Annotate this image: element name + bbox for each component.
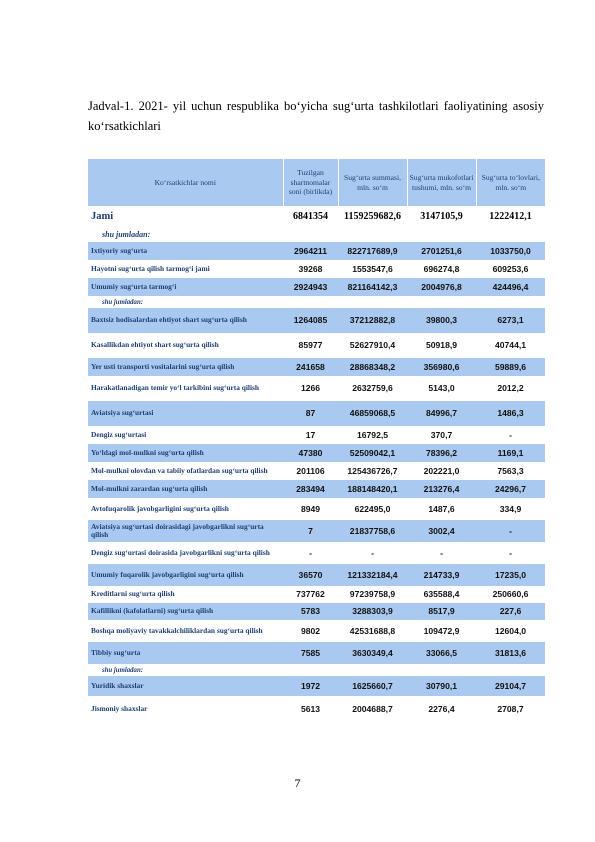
page-number: 7 (294, 776, 301, 790)
insured-sum-cell: 3630349,4 (338, 642, 407, 664)
payments-cell (476, 664, 545, 676)
table-row (88, 376, 545, 401)
contracts-count-cell: - (283, 542, 338, 564)
table-row (88, 520, 545, 542)
indicator-name-cell: Baxtsiz hodisalardan ehtiyot shart sug‘urta qilish (88, 308, 283, 333)
table-row (88, 228, 545, 242)
premiums-cell: 30790,1 (407, 676, 476, 696)
contracts-count-cell (283, 664, 338, 676)
insured-sum-cell: 1159259682,6 (338, 206, 407, 228)
insured-sum-cell: 2632759,6 (338, 376, 407, 401)
insured-sum-cell: 2004688,7 (338, 696, 407, 722)
indicator-name-cell: Aviatsiya sug‘urtasi doirasidagi javobgarlikni sug‘urta qilish (88, 520, 283, 542)
premiums-cell: 214733,9 (407, 564, 476, 586)
header-payments: Sug‘urta to‘lovlari, mln. so‘m (476, 159, 545, 206)
premiums-cell: 2701251,6 (407, 242, 476, 260)
insured-sum-cell: 188148420,1 (338, 480, 407, 498)
payments-cell (476, 296, 545, 308)
payments-cell: 17235,0 (476, 564, 545, 586)
insured-sum-cell: 822717689,9 (338, 242, 407, 260)
table-row (88, 498, 545, 520)
table-row (88, 542, 545, 564)
contracts-count-cell: 2924943 (283, 278, 338, 296)
table-row (88, 586, 545, 603)
premiums-cell: 1487,6 (407, 498, 476, 520)
insured-sum-cell: 97239758,9 (338, 586, 407, 603)
premiums-cell: 202221,0 (407, 462, 476, 480)
premiums-cell: - (407, 542, 476, 564)
insured-sum-cell: 52509042,1 (338, 444, 407, 462)
indicator-name-cell: Jismoniy shaxslar (88, 696, 283, 722)
contracts-count-cell: 87 (283, 401, 338, 426)
payments-cell: 1222412,1 (476, 206, 545, 228)
premiums-cell: 3002,4 (407, 520, 476, 542)
insured-sum-cell (338, 228, 407, 242)
indicator-name-cell: Avtofuqarolik javobgarligini sug‘urta qilish (88, 498, 283, 520)
payments-cell: 1033750,0 (476, 242, 545, 260)
table-row (88, 462, 545, 480)
table-row (88, 260, 545, 278)
indicator-name-cell: Harakatlanadigan temir yo‘l tarkibini sug‘urta qilish (88, 376, 283, 401)
table-row (88, 308, 545, 333)
table-row (88, 278, 545, 296)
contracts-count-cell: 1264085 (283, 308, 338, 333)
indicator-name-cell: Dengiz sug‘urtasi (88, 426, 283, 444)
premiums-cell: 8517,9 (407, 603, 476, 620)
indicator-name-cell: shu jumladan: (88, 664, 283, 676)
table-row (88, 401, 545, 426)
indicator-name-cell: Mol-mulkni zarardan sug‘urta qilish (88, 480, 283, 498)
insured-sum-cell: 16792,5 (338, 426, 407, 444)
indicator-name-cell: Hayotni sug‘urta qilish tarmog‘i jami (88, 260, 283, 278)
table-row (88, 620, 545, 642)
payments-cell: 59889,6 (476, 358, 545, 376)
indicator-name-cell: Kasallikdan ehtiyot shart sug‘urta qilish (88, 333, 283, 358)
insured-sum-cell: 125436726,7 (338, 462, 407, 480)
payments-cell: 40744,1 (476, 333, 545, 358)
table-row (88, 333, 545, 358)
payments-cell: 250660,6 (476, 586, 545, 603)
payments-cell: 12604,0 (476, 620, 545, 642)
premiums-cell: 370,7 (407, 426, 476, 444)
indicator-name-cell: Umumiy fuqarolik javobgarligini sug‘urta qilish (88, 564, 283, 586)
contracts-count-cell: 47380 (283, 444, 338, 462)
insurance-indicators-table (88, 159, 545, 722)
premiums-cell: 2004976,8 (407, 278, 476, 296)
table-row (88, 603, 545, 620)
contracts-count-cell: 8949 (283, 498, 338, 520)
insured-sum-cell: 42531688,8 (338, 620, 407, 642)
premiums-cell: 78396,2 (407, 444, 476, 462)
contracts-count-cell: 1972 (283, 676, 338, 696)
contracts-count-cell: 6841354 (283, 206, 338, 228)
payments-cell: 31813,6 (476, 642, 545, 664)
insured-sum-cell: 21837758,6 (338, 520, 407, 542)
contracts-count-cell: 85977 (283, 333, 338, 358)
table-row (88, 664, 545, 676)
indicator-name-cell: Yer usti transporti vositalarini sug‘urta qilish (88, 358, 283, 376)
indicator-name-cell: Dengiz sug‘urtasi doirasida javobgarlikni sug‘urta qilish (88, 542, 283, 564)
contracts-count-cell: 9802 (283, 620, 338, 642)
payments-cell: 227,6 (476, 603, 545, 620)
payments-cell: 6273,1 (476, 308, 545, 333)
insured-sum-cell (338, 664, 407, 676)
contracts-count-cell: 241658 (283, 358, 338, 376)
table-row (88, 206, 545, 228)
premiums-cell: 39800,3 (407, 308, 476, 333)
contracts-count-cell: 201106 (283, 462, 338, 480)
contracts-count-cell (283, 296, 338, 308)
contracts-count-cell: 7 (283, 520, 338, 542)
indicator-name-cell: Jami (88, 206, 283, 228)
payments-cell: 609253,6 (476, 260, 545, 278)
payments-cell: 1169,1 (476, 444, 545, 462)
insured-sum-cell: 28868348,2 (338, 358, 407, 376)
table-row (88, 358, 545, 376)
indicator-name-cell: shu jumladan: (88, 228, 283, 242)
contracts-count-cell: 17 (283, 426, 338, 444)
insured-sum-cell: 821164142,3 (338, 278, 407, 296)
contracts-count-cell: 39268 (283, 260, 338, 278)
insured-sum-cell: 1625660,7 (338, 676, 407, 696)
premiums-cell (407, 664, 476, 676)
indicator-name-cell: Yo‘ldagi mol-mulkni sug‘urta qilish (88, 444, 283, 462)
insured-sum-cell: 622495,0 (338, 498, 407, 520)
indicator-name-cell: Ixtiyoriy sug‘urta (88, 242, 283, 260)
table-header-row (88, 159, 545, 206)
payments-cell: 29104,7 (476, 676, 545, 696)
premiums-cell (407, 296, 476, 308)
premiums-cell: 2276,4 (407, 696, 476, 722)
table-row (88, 426, 545, 444)
contracts-count-cell: 2964211 (283, 242, 338, 260)
payments-cell: 7563,3 (476, 462, 545, 480)
indicator-name-cell: Kafillikni (kafolatlarni) sug‘urta qilish (88, 603, 283, 620)
premiums-cell: 213276,4 (407, 480, 476, 498)
insured-sum-cell: - (338, 542, 407, 564)
header-contracts-count: Tuzilgan shartnomalar soni (birlikda) (283, 159, 338, 206)
payments-cell (476, 228, 545, 242)
table-row (88, 242, 545, 260)
contracts-count-cell: 1266 (283, 376, 338, 401)
contracts-count-cell: 737762 (283, 586, 338, 603)
table-row (88, 296, 545, 308)
premiums-cell: 109472,9 (407, 620, 476, 642)
contracts-count-cell (283, 228, 338, 242)
contracts-count-cell: 5613 (283, 696, 338, 722)
payments-cell: - (476, 426, 545, 444)
insured-sum-cell: 121332184,4 (338, 564, 407, 586)
payments-cell: 424496,4 (476, 278, 545, 296)
indicator-name-cell: Kreditlarni sug‘urta qilish (88, 586, 283, 603)
table-row (88, 444, 545, 462)
table-row (88, 480, 545, 498)
payments-cell: 2708,7 (476, 696, 545, 722)
premiums-cell: 696274,8 (407, 260, 476, 278)
table-row (88, 564, 545, 586)
contracts-count-cell: 5783 (283, 603, 338, 620)
contracts-count-cell: 283494 (283, 480, 338, 498)
contracts-count-cell: 7585 (283, 642, 338, 664)
indicator-name-cell: Boshqa moliyaviy tavakkalchiliklardan sug‘urta qilish (88, 620, 283, 642)
premiums-cell (407, 228, 476, 242)
indicator-name-cell: Yuridik shaxslar (88, 676, 283, 696)
payments-cell: - (476, 542, 545, 564)
insured-sum-cell: 37212882,8 (338, 308, 407, 333)
header-indicator-name: Ko‘rsatkichlar nomi (88, 159, 283, 206)
header-insured-sum: Sug‘urta summasi, mln. so‘m (338, 159, 407, 206)
premiums-cell: 3147105,9 (407, 206, 476, 228)
payments-cell: 24296,7 (476, 480, 545, 498)
insured-sum-cell: 3288303,9 (338, 603, 407, 620)
insured-sum-cell: 46859068,5 (338, 401, 407, 426)
premiums-cell: 635588,4 (407, 586, 476, 603)
indicator-name-cell: shu jumladan: (88, 296, 283, 308)
indicator-name-cell: Tibbiy sug‘urta (88, 642, 283, 664)
insured-sum-cell (338, 296, 407, 308)
premiums-cell: 84996,7 (407, 401, 476, 426)
payments-cell: 2012,2 (476, 376, 545, 401)
payments-cell: 1486,3 (476, 401, 545, 426)
header-premiums: Sug‘urta mukofotlari tushumi, mln. so‘m (407, 159, 476, 206)
payments-cell: - (476, 520, 545, 542)
payments-cell: 334,9 (476, 498, 545, 520)
table-row (88, 642, 545, 664)
premiums-cell: 33066,5 (407, 642, 476, 664)
insured-sum-cell: 1553547,6 (338, 260, 407, 278)
table-row (88, 696, 545, 722)
contracts-count-cell: 36570 (283, 564, 338, 586)
table-row (88, 676, 545, 696)
premiums-cell: 5143,0 (407, 376, 476, 401)
premiums-cell: 50918,9 (407, 333, 476, 358)
insured-sum-cell: 52627910,4 (338, 333, 407, 358)
indicator-name-cell: Aviatsiya sug‘urtasi (88, 401, 283, 426)
premiums-cell: 356980,6 (407, 358, 476, 376)
indicator-name-cell: Umumiy sug‘urta tarmog‘i (88, 278, 283, 296)
table-caption: Jadval-1. 2021- yil uchun respublika bo‘yicha sug‘urta tashkilotlari faoliyatining asosiy ko‘rsatkichlari (88, 99, 544, 133)
indicator-name-cell: Mol-mulkni olovdan va tabiiy ofatlardan sug‘urta qilish (88, 462, 283, 480)
